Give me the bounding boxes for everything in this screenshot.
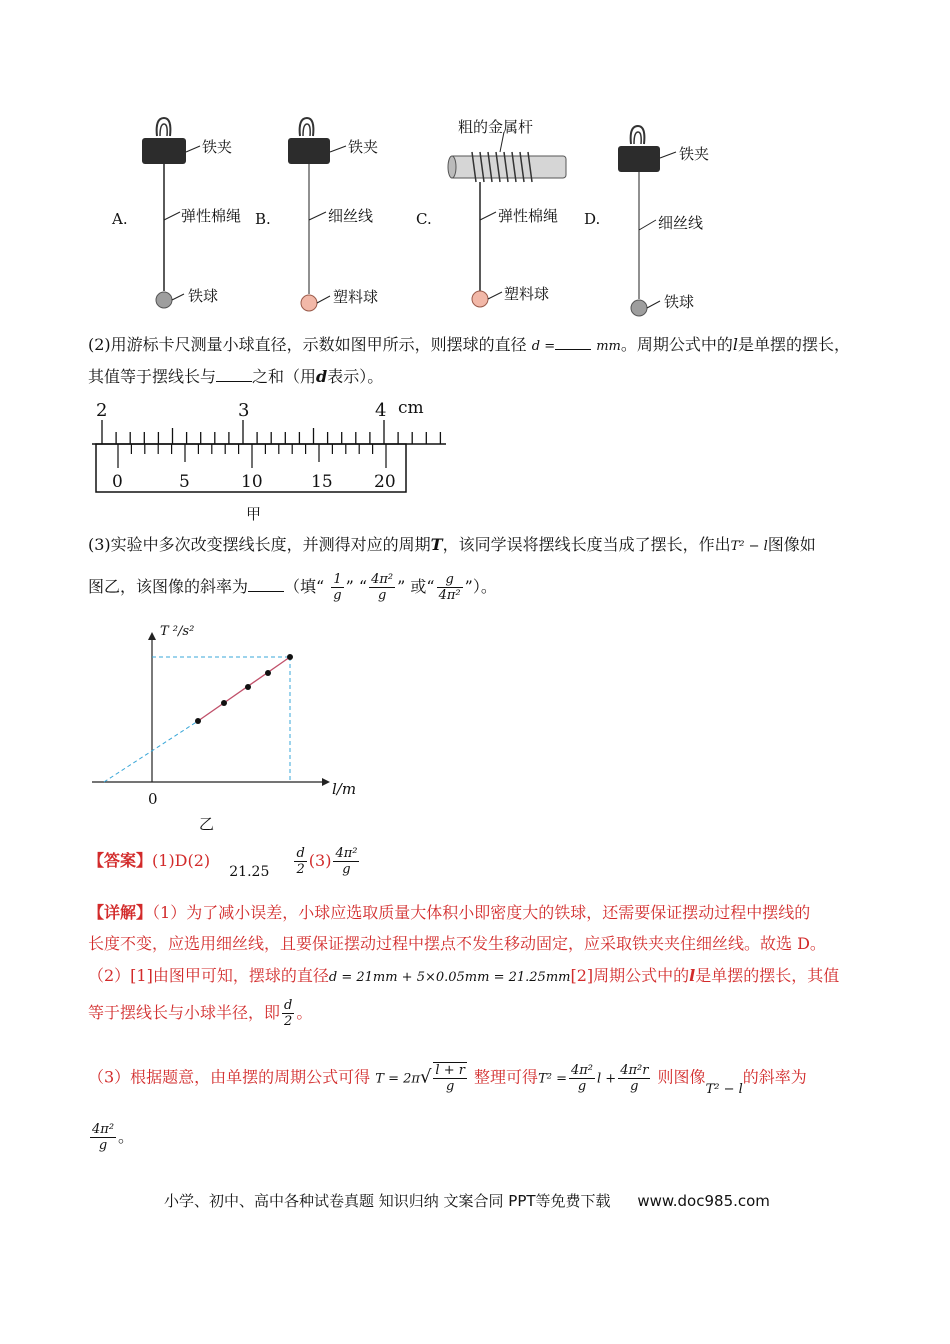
- vernier-label-5: 5: [179, 472, 190, 492]
- question-2-line-2: 其值等于摆线长与 之和（用d表示）。: [88, 367, 384, 386]
- option-c-string-label: 弹性棉绳: [498, 207, 559, 225]
- footer: [164, 1190, 770, 1211]
- iron-clip-icon: [288, 138, 330, 164]
- length-blank[interactable]: [216, 367, 252, 382]
- explain-fraction-1: $\frac{\text{4π²}}{g}$: [570, 1062, 594, 1094]
- option-c-ball-label: 塑料球: [504, 285, 550, 303]
- option-fraction-2: $\frac{\text{4π²}}{g}$: [371, 572, 394, 603]
- explain-line-6: $\frac{\text{4π²}}{g}$ 。: [92, 1122, 135, 1153]
- footer-url[interactable]: www.doc985.com: [637, 1192, 770, 1210]
- caliper-caption: 甲: [246, 505, 262, 523]
- option-c-rod-label: 粗的金属杆: [458, 118, 534, 136]
- option-b-ball-label: 塑料球: [333, 288, 379, 306]
- iron-ball-icon: [156, 292, 172, 308]
- footer-text: 小学、初中、高中各种试卷真题 知识归纳 文案合同 PPT等免费下载: [164, 1192, 611, 1210]
- data-point: [195, 718, 201, 724]
- option-a-ball-label: 铁球: [188, 287, 219, 305]
- data-point: [265, 670, 271, 676]
- vernier-label-10: 10: [241, 472, 263, 492]
- explain-fraction-2: $\frac{\text{4π²r}}{g}$: [620, 1062, 649, 1094]
- option-d-ball-label: 铁球: [664, 293, 695, 311]
- iron-clip-icon: [618, 146, 660, 172]
- plastic-ball-icon: [301, 295, 317, 311]
- answer-line: 【答案】(1)D(2) 21.25 $\frac{d}{2}$ (3) $\frac{\text{4π²}}{g}$: [88, 846, 358, 880]
- iron-clip-icon: [142, 138, 186, 164]
- diameter-blank[interactable]: [555, 335, 591, 350]
- option-d-clip-label: 铁夹: [679, 145, 710, 163]
- graph-y-label: T ²/s²: [160, 624, 195, 639]
- explain-line-1: 【详解】（1）为了减小误差，小球应选取质量大体积小即密度大的铁球，还需要保证摆动过程中摆线的: [88, 903, 811, 922]
- question-3-line-1: (3)实验中多次改变摆线长度，并测得对应的周期T，该同学误将摆线长度当成了摆长，作出T² − l图像如: [88, 535, 816, 554]
- main-scale-unit: cm: [398, 398, 424, 418]
- option-b-letter: B.: [255, 210, 271, 228]
- option-fraction-1: $\frac{1}{g}$: [333, 572, 342, 603]
- graph-x-label: l/m: [332, 780, 357, 798]
- explain-fraction-slope: $\frac{\text{4π²}}{g}$: [92, 1122, 115, 1153]
- iron-ball-icon: [631, 300, 647, 316]
- vernier-label-20: 20: [374, 472, 396, 492]
- question-2-line-1: (2)用游标卡尺测量小球直径，示数如图甲所示，则摆球的直径 d = mm。周期公式中的l是单摆的摆长，: [88, 335, 851, 354]
- main-scale-label-3: 3: [238, 400, 250, 421]
- plastic-ball-icon: [472, 291, 488, 307]
- graph-origin: 0: [148, 790, 158, 808]
- vernier-label-0: 0: [112, 472, 123, 492]
- vernier-label-15: 15: [311, 472, 333, 492]
- data-point: [287, 654, 293, 660]
- option-c-letter: C.: [416, 210, 432, 228]
- option-a-clip-label: 铁夹: [202, 138, 233, 156]
- main-scale-label-2: 2: [96, 400, 108, 421]
- explain-line-5: （3）根据题意，由单摆的周期公式可得 T = 2π√ $\frac{l + r}{g}$ 整理可得T² = $\frac{\text{4π²}}{g}$ l + $\frac{\text{4π²r}}{g}$ 则图像$_{T^2 - l}$的斜率为: [88, 1062, 807, 1097]
- explain-line-3: （2）[1]由图甲可知，摆球的直径d = 21mm + 5×0.05mm = 21.25mm[2]周期公式中的l是单摆的摆长，其值: [88, 966, 840, 985]
- option-fraction-3: $\frac{g}{\text{4π²}}$: [438, 572, 461, 603]
- explain-fraction-d-over-2: $\frac{d}{2}$: [284, 998, 293, 1029]
- answer-fraction-d-over-2: $\frac{d}{2}$: [296, 846, 305, 877]
- option-d-string-label: 细丝线: [658, 214, 704, 232]
- data-point: [245, 684, 251, 690]
- fit-line: [198, 657, 290, 721]
- question-3-line-2: 图乙，该图像的斜率为 （填“ $\frac{1}{g}$ ” “ $\frac{\text{4π²}}{g}$ ” 或“ $\frac{g}{\text{4π²}}$ ”）。: [88, 572, 497, 603]
- option-a-letter: A.: [112, 210, 128, 228]
- option-d-letter: D.: [584, 210, 601, 228]
- option-b-clip-label: 铁夹: [348, 138, 379, 156]
- option-a-string-label: 弹性棉绳: [181, 207, 242, 225]
- option-b-string-label: 细丝线: [328, 207, 374, 225]
- explain-line-4: 等于摆线长与小球半径，即 $\frac{d}{2}$ 。: [88, 998, 313, 1029]
- answer-fraction-slope: $\frac{\text{4π²}}{g}$: [335, 846, 358, 877]
- graph-drawing: [88, 626, 348, 796]
- explain-line-2: 长度不变，应选用细丝线，且要保证摆动过程中摆点不发生移动固定，应采取铁夹夹住细丝线。故选 D。: [88, 934, 826, 953]
- extrapolation-line: [104, 721, 198, 782]
- graph-caption: 乙: [199, 815, 215, 833]
- explain-radical: $\frac{l + r}{g}$: [435, 1063, 465, 1094]
- data-point: [221, 700, 227, 706]
- slope-blank[interactable]: [248, 577, 284, 592]
- metal-rod-icon: [450, 156, 566, 178]
- main-scale-label-4: 4: [375, 400, 387, 421]
